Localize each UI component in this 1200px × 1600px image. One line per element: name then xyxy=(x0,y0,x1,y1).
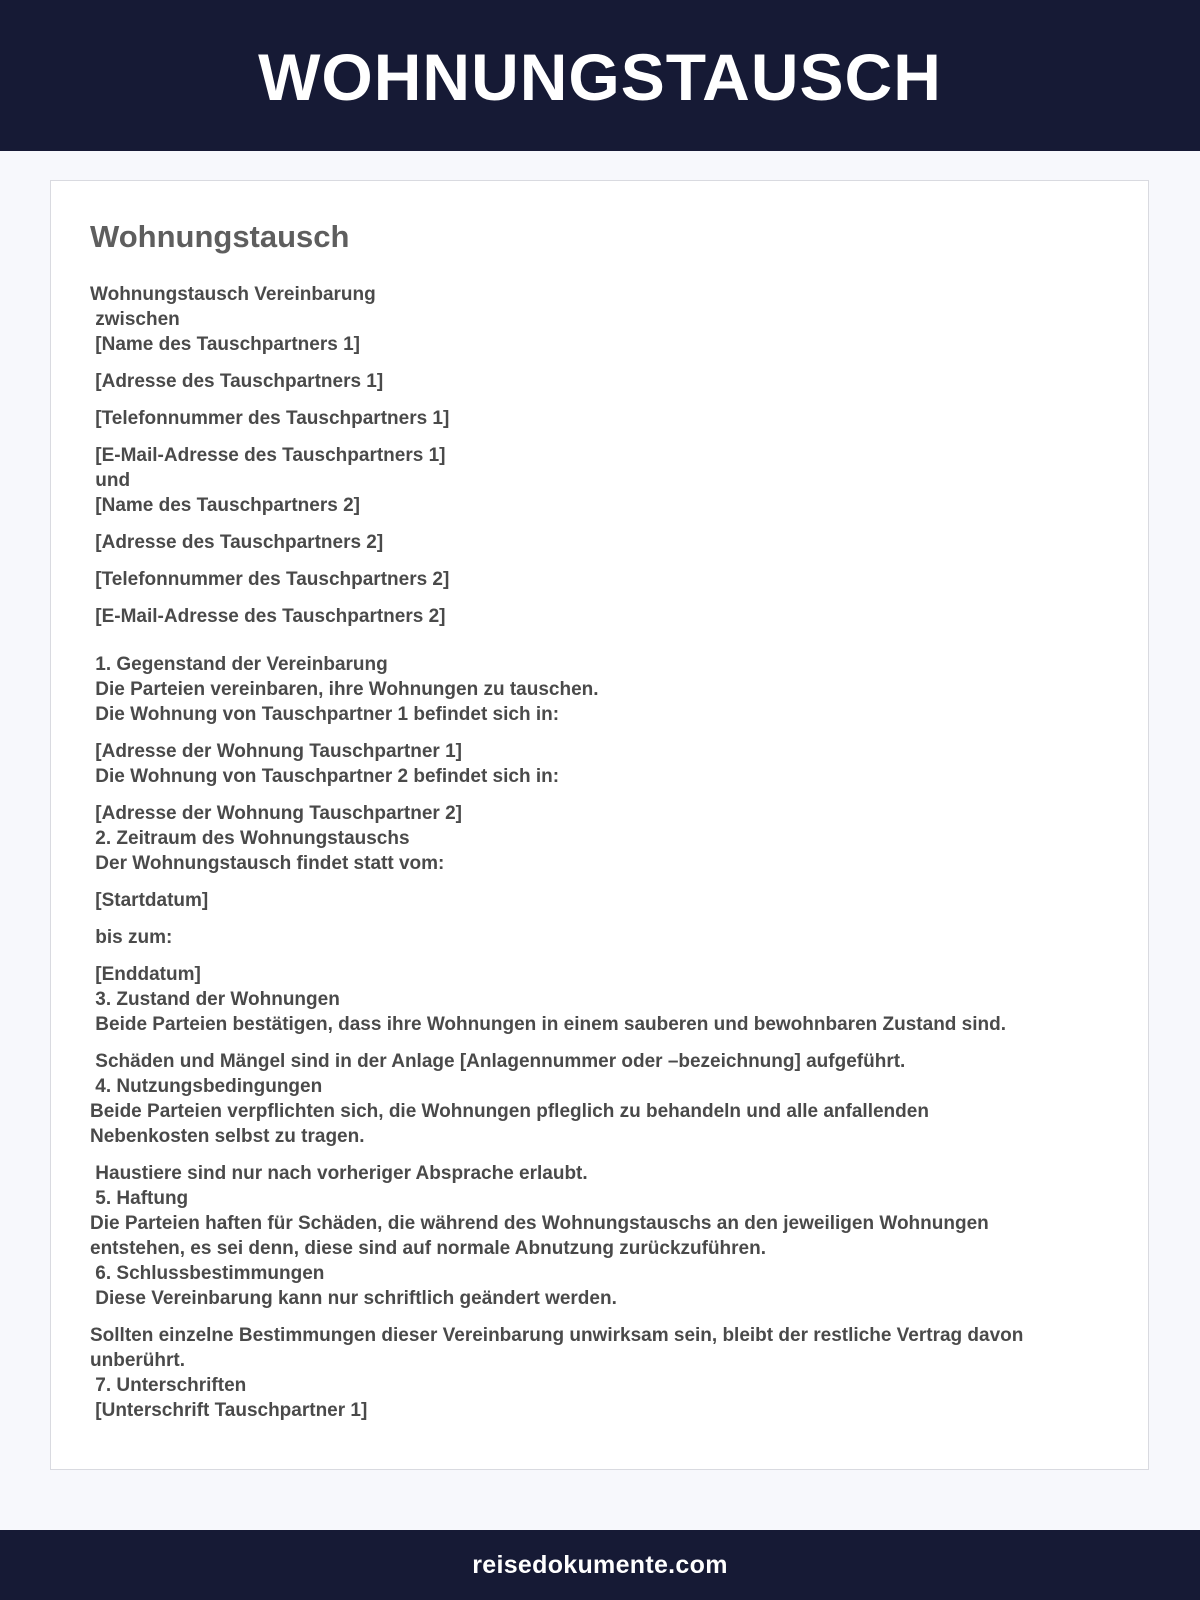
text-line: Die Wohnung von Tauschpartner 2 befindet sich in: xyxy=(90,766,560,787)
text-line: Schäden und Mängel sind in der Anlage [Anlagennummer oder –bezeichnung] aufgeführt. xyxy=(90,1051,906,1072)
text-line: Haustiere sind nur nach vorheriger Absprache erlaubt. xyxy=(90,1163,588,1184)
top-banner xyxy=(0,0,1200,151)
text-line: [Adresse des Tauschpartners 2] xyxy=(90,532,384,553)
footer-banner xyxy=(0,1530,1200,1600)
text-line: Beide Parteien bestätigen, dass ihre Wohnungen in einem sauberen und bewohnbaren Zustand sind. xyxy=(90,1014,1007,1035)
section-heading: 2. Zeitraum des Wohnungstauschs xyxy=(90,828,410,849)
text-line: [Name des Tauschpartners 1] xyxy=(90,334,360,355)
text-line: [Telefonnummer des Tauschpartners 1] xyxy=(90,408,450,429)
text-line: [Adresse des Tauschpartners 1] xyxy=(90,371,384,392)
section-heading: 3. Zustand der Wohnungen xyxy=(90,989,340,1010)
text-line: [Enddatum] xyxy=(90,964,201,985)
text-line: [E-Mail-Adresse des Tauschpartners 1] xyxy=(90,445,446,466)
text-line: Die Wohnung von Tauschpartner 1 befindet sich in: xyxy=(90,704,560,725)
text-line: entstehen, es sei denn, diese sind auf normale Abnutzung zurückzuführen. xyxy=(90,1238,767,1259)
text-line: [Adresse der Wohnung Tauschpartner 1] xyxy=(90,741,462,762)
document-heading: Wohnungstausch xyxy=(90,219,350,254)
text-line: Der Wohnungstausch findet statt vom: xyxy=(90,853,445,874)
text-line: [Telefonnummer des Tauschpartners 2] xyxy=(90,569,450,590)
document-body xyxy=(90,282,1110,1423)
section-heading: 5. Haftung xyxy=(90,1188,189,1209)
text-line: [E-Mail-Adresse des Tauschpartners 2] xyxy=(90,606,446,627)
text-line: Die Parteien haften für Schäden, die während des Wohnungstauschs an den jeweiligen Wohnungen xyxy=(90,1213,989,1234)
text-line: Wohnungstausch Vereinbarung xyxy=(90,284,376,305)
text-line: Die Parteien vereinbaren, ihre Wohnungen zu tauschen. xyxy=(90,679,599,700)
section-heading: 6. Schlussbestimmungen xyxy=(90,1263,325,1284)
text-line: bis zum: xyxy=(90,927,173,948)
text-line: Diese Vereinbarung kann nur schriftlich geändert werden. xyxy=(90,1288,617,1309)
section-heading: 4. Nutzungsbedingungen xyxy=(90,1076,323,1097)
text-line: zwischen xyxy=(90,309,180,330)
text-line: Sollten einzelne Bestimmungen dieser Vereinbarung unwirksam sein, bleibt der restliche Vertrag davon xyxy=(90,1325,1024,1346)
footer-site-name: reisedokumente.com xyxy=(472,1550,728,1579)
section-heading: 7. Unterschriften xyxy=(90,1375,247,1396)
text-line: unberührt. xyxy=(90,1350,185,1371)
text-line: Beide Parteien verpflichten sich, die Wohnungen pfleglich zu behandeln und alle anfallenden xyxy=(90,1101,929,1122)
document-card xyxy=(50,180,1149,1470)
text-line: [Startdatum] xyxy=(90,890,209,911)
text-line: Nebenkosten selbst zu tragen. xyxy=(90,1126,365,1147)
text-line: [Adresse der Wohnung Tauschpartner 2] xyxy=(90,803,462,824)
banner-title: WOHNUNGSTAUSCH xyxy=(258,39,942,114)
text-line: und xyxy=(90,470,131,491)
text-line: [Name des Tauschpartners 2] xyxy=(90,495,360,516)
text-line: [Unterschrift Tauschpartner 1] xyxy=(90,1400,368,1421)
section-heading: 1. Gegenstand der Vereinbarung xyxy=(90,654,388,675)
